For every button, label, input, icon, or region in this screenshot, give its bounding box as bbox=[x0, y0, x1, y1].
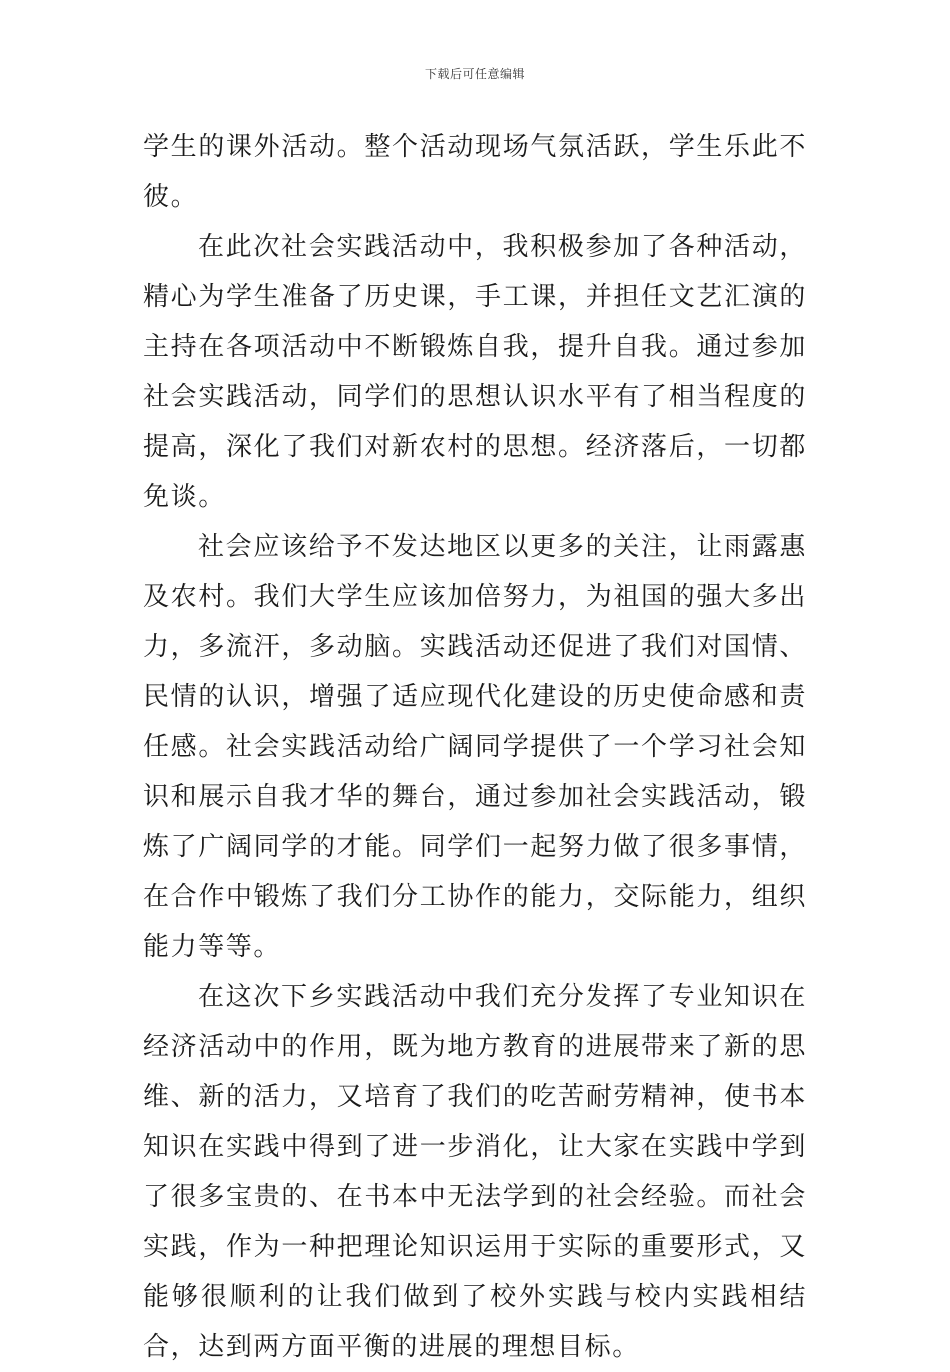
paragraph-2: 在此次社会实践活动中，我积极参加了各种活动，精心为学生准备了历史课，手工课，并担任文艺汇演的主持在各项活动中不断锻炼自我，提升自我。通过参加社会实践活动，同学们的思想认识水平有了相当程度的提高，深化了我们对新农村的思想。经济落后，一切都免谈。 bbox=[143, 232, 807, 512]
document-body bbox=[143, 122, 807, 1372]
page-header: 下载后可任意编辑 bbox=[424, 67, 525, 81]
paragraph-4: 在这次下乡实践活动中我们充分发挥了专业知识在经济活动中的作用，既为地方教育的进展带来了新的思维、新的活力，又培育了我们的吃苦耐劳精神，使书本知识在实践中得到了进一步消化，让大家在实践中学到了很多宝贵的、在书本中无法学到的社会经验。而社会实践，作为一种把理论知识运用于实际的重要形式，又能够很顺利的让我们做到了校外实践与校内实践相结合，达到两方面平衡的进展的理想目标。 bbox=[143, 982, 807, 1362]
paragraph-3: 社会应该给予不发达地区以更多的关注，让雨露惠及农村。我们大学生应该加倍努力，为祖国的强大多出力，多流汗，多动脑。实践活动还促进了我们对国情、民情的认识，增强了适应现代化建设的历史使命感和责任感。社会实践活动给广阔同学提供了一个学习社会知识和展示自我才华的舞台，通过参加社会实践活动，锻炼了广阔同学的才能。同学们一起努力做了很多事情，在合作中锻炼了我们分工协作的能力，交际能力，组织能力等等。 bbox=[143, 532, 807, 962]
paragraph-1: 学生的课外活动。整个活动现场气氛活跃，学生乐此不彼。 bbox=[143, 132, 807, 212]
